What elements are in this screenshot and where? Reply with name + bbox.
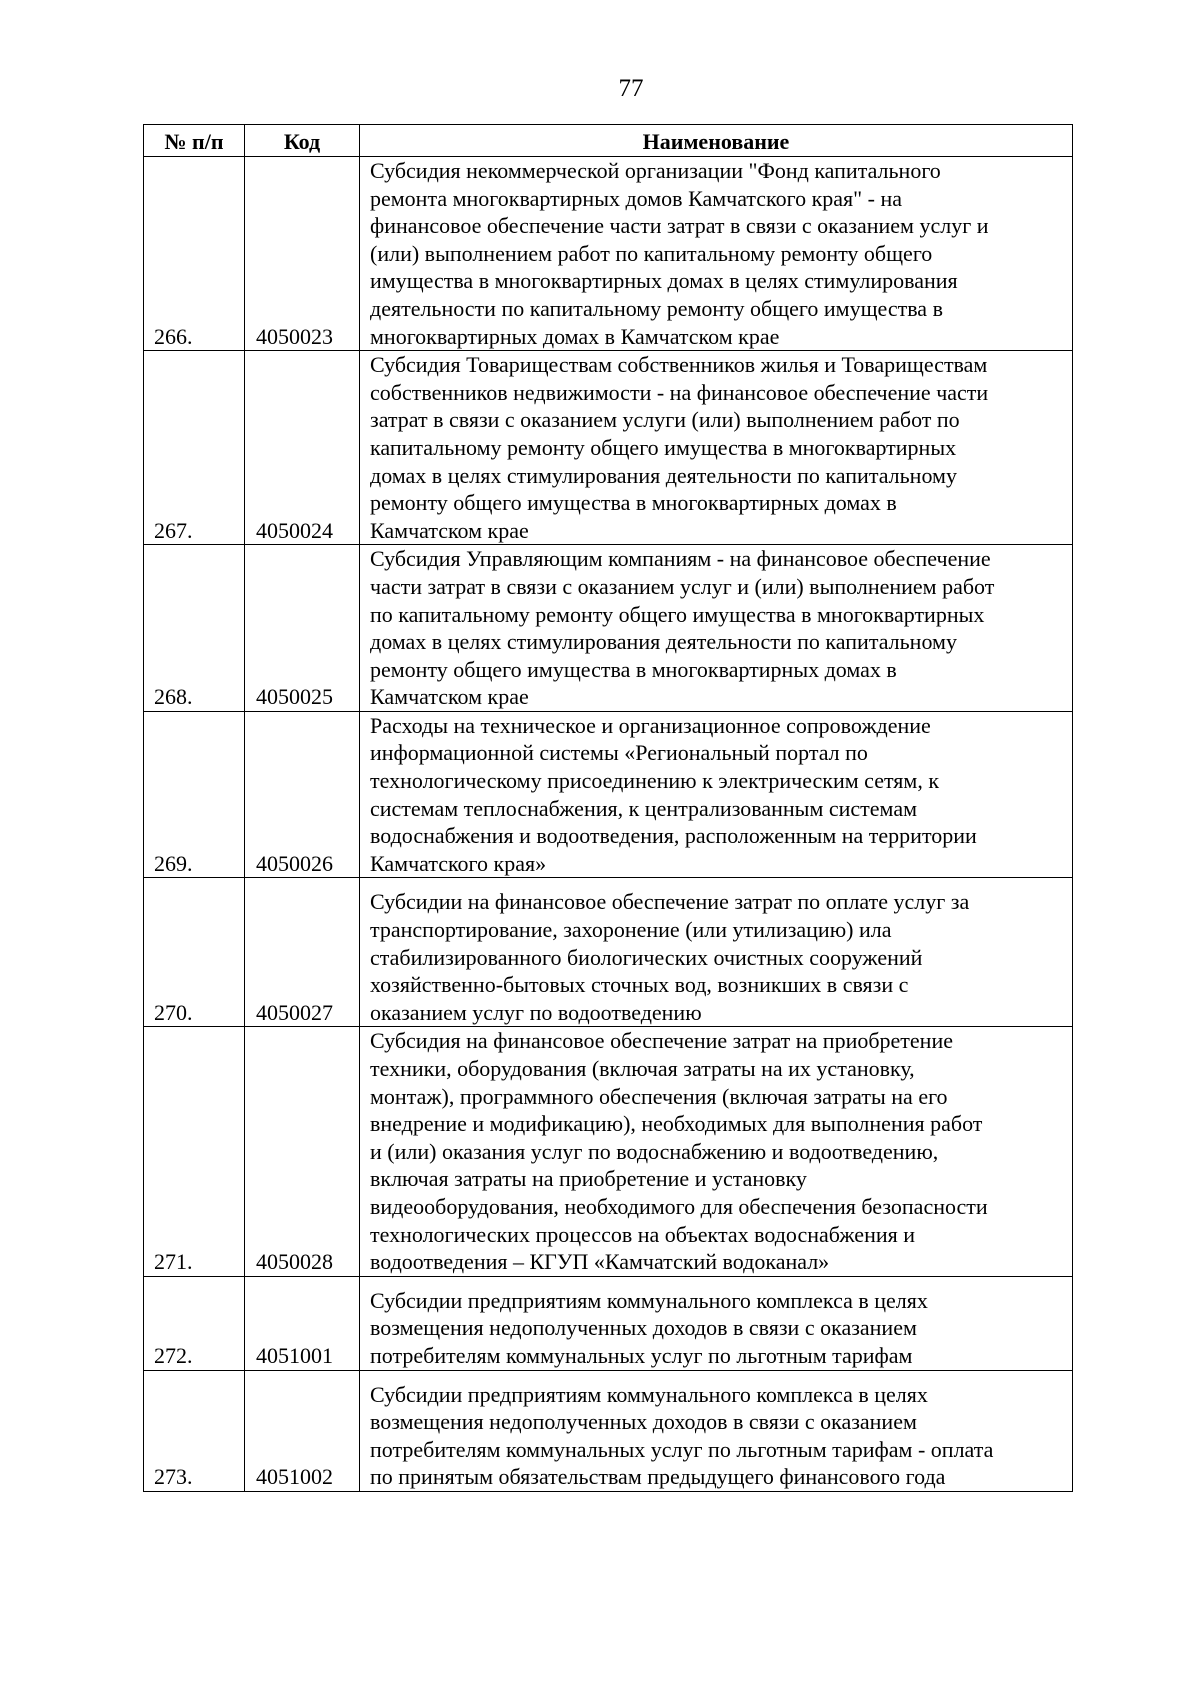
header-code: Код	[245, 125, 360, 157]
name-line: транспортирование, захоронение (или утилизацию) ила	[370, 917, 892, 943]
name-line: и (или) оказания услуг по водоснабжению и водоотведению,	[370, 1138, 939, 1164]
page-number: 77	[618, 75, 644, 102]
header-name: Наименование	[360, 125, 1073, 157]
row-name	[360, 878, 1073, 1027]
row-num: 266.	[144, 157, 245, 351]
name-line: многоквартирных домах в Камчатском крае	[370, 323, 780, 349]
table-header-row	[144, 125, 1073, 157]
cell-top-gap	[370, 878, 1066, 888]
name-line: включая затраты на приобретение и установку	[370, 1166, 807, 1192]
row-num: 273.	[144, 1370, 245, 1491]
header-num: № п/п	[144, 125, 245, 157]
row-num: 272.	[144, 1276, 245, 1370]
name-line: технологических процессов на объектах водоснабжения и	[370, 1221, 916, 1247]
name-line: ремонту общего имущества в многоквартирных домах в	[370, 656, 897, 682]
name-line: Субсидии предприятиям коммунального комплекса в целях	[370, 1287, 928, 1313]
name-line: Расходы на техническое и организационное сопровождение	[370, 712, 931, 738]
name-line: Субсидии на финансовое обеспечение затрат по оплате услуг за	[370, 889, 970, 915]
row-name	[360, 545, 1073, 712]
row-name	[360, 1027, 1073, 1276]
name-line: водоснабжения и водоотведения, расположенным на территории	[370, 823, 977, 849]
name-line: Камчатском крае	[370, 517, 529, 543]
table-row	[144, 711, 1073, 878]
name-line: деятельности по капитальному ремонту общего имущества в	[370, 295, 943, 321]
table-row	[144, 878, 1073, 1027]
cell-top-gap	[370, 1277, 1066, 1287]
name-line: Субсидия на финансовое обеспечение затрат на приобретение	[370, 1028, 953, 1054]
row-num: 271.	[144, 1027, 245, 1276]
row-name	[360, 157, 1073, 351]
row-code: 4050025	[245, 545, 360, 712]
row-code: 4050027	[245, 878, 360, 1027]
name-line: части затрат в связи с оказанием услуг и (или) выполнением работ	[370, 573, 995, 599]
row-code: 4050026	[245, 711, 360, 878]
name-line: по принятым обязательствам предыдущего финансового года	[370, 1464, 946, 1490]
name-line: внедрение и модификацию), необходимых для выполнения работ	[370, 1111, 983, 1137]
row-code: 4050028	[245, 1027, 360, 1276]
name-line: видеооборудования, необходимого для обеспечения безопасности	[370, 1193, 988, 1219]
name-line: информационной системы «Региональный портал по	[370, 740, 868, 766]
name-line: Камчатского края»	[370, 850, 547, 876]
row-name	[360, 1370, 1073, 1491]
name-line: (или) выполнением работ по капитальному ремонту общего	[370, 240, 933, 266]
name-line: Субсидия некоммерческой организации "Фонд капитального	[370, 158, 941, 183]
name-line: стабилизированного биологических очистных сооружений	[370, 944, 923, 970]
name-line: Субсидия Товариществам собственников жилья и Товариществам	[370, 352, 988, 378]
row-name	[360, 351, 1073, 545]
name-line: технологическому присоединению к электрическим сетям, к	[370, 768, 940, 794]
row-name	[360, 1276, 1073, 1370]
cell-top-gap	[370, 1371, 1066, 1381]
name-line: домах в целях стимулирования деятельности по капитальному	[370, 462, 957, 488]
row-name	[360, 711, 1073, 878]
name-line: собственников недвижимости - на финансовое обеспечение части	[370, 379, 989, 405]
table-row	[144, 545, 1073, 712]
name-line: техники, оборудования (включая затраты на их установку,	[370, 1056, 915, 1081]
name-line: по капитальному ремонту общего имущества в многоквартирных	[370, 601, 985, 627]
name-line: водоотведения – КГУП «Камчатский водоканал»	[370, 1249, 830, 1275]
table-row	[144, 1027, 1073, 1276]
row-code: 4050024	[245, 351, 360, 545]
row-num: 270.	[144, 878, 245, 1027]
name-line: ремонта многоквартирных домов Камчатского края" - на	[370, 185, 903, 211]
row-num: 269.	[144, 711, 245, 878]
name-line: потребителям коммунальных услуг по льготным тарифам - оплата	[370, 1436, 994, 1462]
budget-code-table	[143, 124, 1073, 1492]
name-line: оказанием услуг по водоотведению	[370, 999, 702, 1025]
row-code: 4051001	[245, 1276, 360, 1370]
name-line: домах в целях стимулирования деятельности по капитальному	[370, 629, 957, 655]
table-row	[144, 1276, 1073, 1370]
row-num: 267.	[144, 351, 245, 545]
name-line: системам теплоснабжения, к централизованным системам	[370, 795, 918, 821]
row-code: 4051002	[245, 1370, 360, 1491]
name-line: потребителям коммунальных услуг по льготным тарифам	[370, 1342, 913, 1368]
row-num: 268.	[144, 545, 245, 712]
name-line: Субсидии предприятиям коммунального комплекса в целях	[370, 1381, 928, 1407]
name-line: капитальному ремонту общего имущества в многоквартирных	[370, 434, 957, 460]
name-line: имущества в многоквартирных домах в целях стимулирования	[370, 268, 958, 294]
row-code: 4050023	[245, 157, 360, 351]
name-line: ремонту общего имущества в многоквартирных домах в	[370, 490, 897, 516]
name-line: финансовое обеспечение части затрат в связи с оказанием услуг и	[370, 213, 989, 239]
name-line: Камчатском крае	[370, 684, 529, 710]
name-line: затрат в связи с оказанием услуги (или) выполнением работ по	[370, 407, 960, 433]
name-line: возмещения недополученных доходов в связи с оказанием	[370, 1409, 917, 1435]
table-row	[144, 1370, 1073, 1491]
table-row	[144, 157, 1073, 351]
table-row	[144, 351, 1073, 545]
name-line: монтаж), программного обеспечения (включая затраты на его	[370, 1083, 948, 1109]
name-line: Субсидия Управляющим компаниям - на финансовое обеспечение	[370, 546, 991, 572]
name-line: возмещения недополученных доходов в связи с оказанием	[370, 1315, 917, 1341]
name-line: хозяйственно-бытовых сточных вод, возникших в связи с	[370, 972, 909, 998]
